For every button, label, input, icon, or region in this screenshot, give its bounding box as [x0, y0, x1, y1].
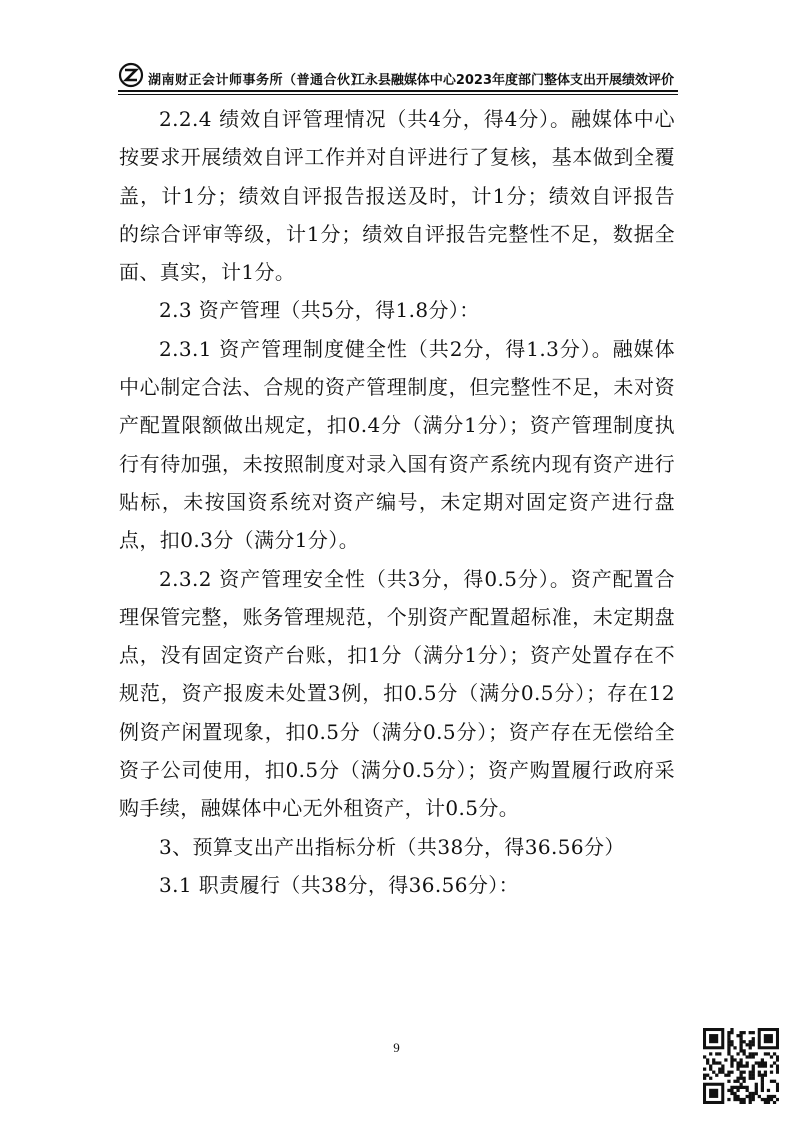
paragraph: 2.3.1 资产管理制度健全性（共2分，得1.3分）。融媒体中心制定合法、合规的资产管理制度，但完整性不足，未对资产配置限额做出规定，扣0.4分（满分1分）；资产管理制度执行有待加强，未按照制度对录入国有资产系统内现有资产进行贴标，未按国资系统对资产编号，未定期对固定资产进行盘点，扣0.3分（满分1分）。: [119, 336, 675, 553]
document-title: 江永县融媒体中心2023年度部门整体支出开展绩效评价: [351, 73, 674, 88]
page-number: 9: [393, 1040, 400, 1055]
qr-code-icon: [703, 1028, 779, 1104]
body-text: [119, 100, 675, 904]
header-rule-thin: [118, 94, 678, 95]
paragraph: 2.3.2 资产管理安全性（共3分，得0.5分）。资产配置合理保管完整，账务管理规范，个别资产配置超标准，未定期盘点，没有固定资产台账，扣1分（满分1分）；资产处置存在不规范，资产报废未处置3例，扣0.5分（满分0.5分）；存在12例资产闲置现象，扣0.5分（满分0.5分）；资产存在无偿给全资子公司使用，扣0.5分（满分0.5分）；资产购置履行政府采购手续，融媒体中心无外租资产，计0.5分。: [119, 566, 675, 821]
paragraph: 2.3 资产管理（共5分，得1.8分）：: [159, 298, 480, 323]
firm-logo-icon: [118, 62, 144, 88]
paragraph: 3.1 职责履行（共38分，得36.56分）：: [159, 872, 520, 897]
header-rule-thick: [118, 90, 678, 92]
paragraph: 3、预算支出产出指标分析（共38分，得36.56分）: [159, 834, 625, 859]
firm-name: 湖南财正会计师事务所（普通合伙）: [148, 73, 365, 88]
page-header: [122, 64, 674, 90]
paragraph: 2.2.4 绩效自评管理情况（共4分，得4分）。融媒体中心按要求开展绩效自评工作并对自评进行了复核，基本做到全覆盖，计1分；绩效自评报告报送及时，计1分；绩效自评报告的综合评审等级，计1分；绩效自评报告完整性不足，数据全面、真实，计1分。: [119, 107, 675, 285]
